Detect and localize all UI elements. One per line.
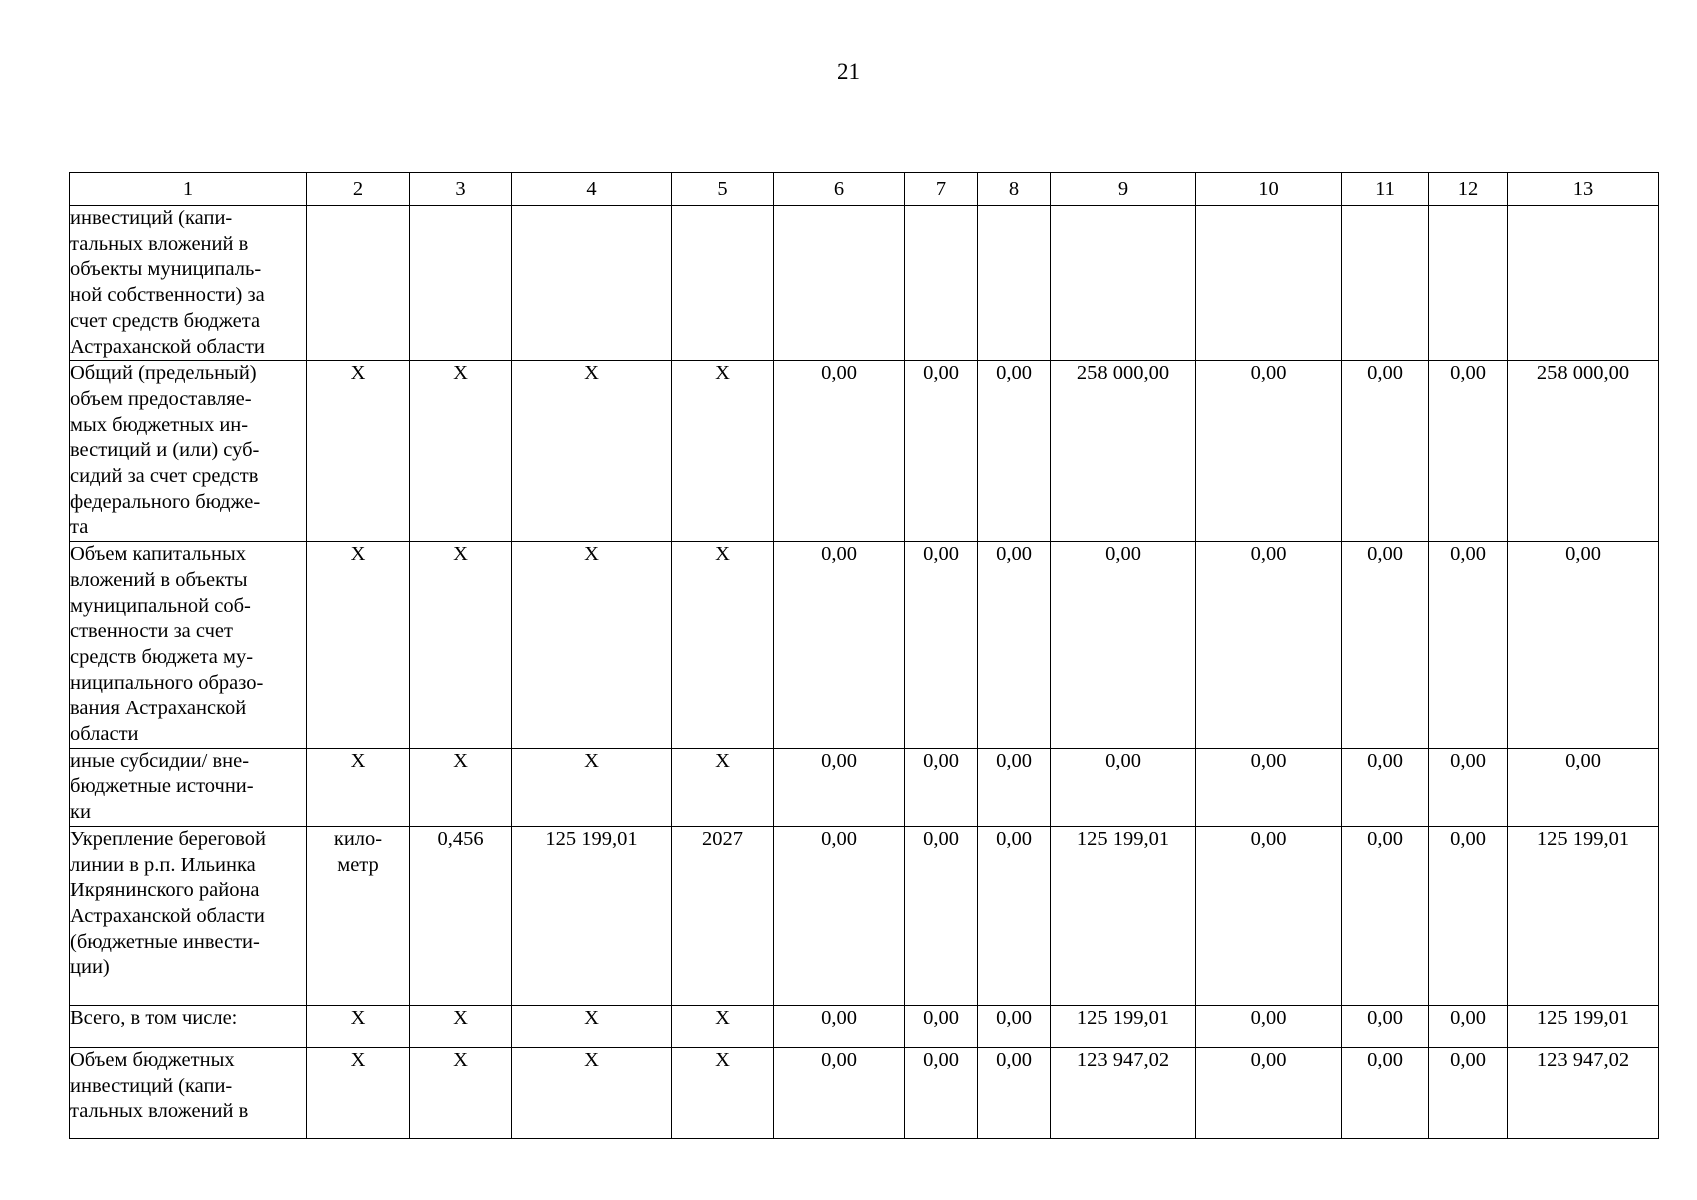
cell-col-6: 0,00	[774, 826, 905, 1005]
page-number: 21	[837, 59, 860, 84]
cell-col-8: 0,00	[978, 1047, 1051, 1138]
cell-unit: кило- метр	[307, 826, 410, 1005]
cell-col-13: 258 000,00	[1508, 361, 1659, 542]
cell-col-12: 0,00	[1429, 748, 1508, 826]
cell-col-7: 0,00	[905, 1005, 978, 1047]
row-description: иные субсидии/ вне- бюджетные источни- ки	[70, 748, 307, 826]
cell-col-11: 0,00	[1342, 361, 1429, 542]
cell-col-11: 0,00	[1342, 1047, 1429, 1138]
cell-col-12: 0,00	[1429, 826, 1508, 1005]
cell-col-6: 0,00	[774, 1005, 905, 1047]
cell-col-10: 0,00	[1196, 748, 1342, 826]
header-col-8: 8	[978, 173, 1051, 206]
cell-cost: X	[512, 1005, 672, 1047]
cell-col-7: 0,00	[905, 1047, 978, 1138]
cell-col-11: 0,00	[1342, 542, 1429, 749]
cell-col-12: 0,00	[1429, 361, 1508, 542]
cell-col-13: 123 947,02	[1508, 1047, 1659, 1138]
cell-capacity: X	[410, 1047, 512, 1138]
cell-cost: 125 199,01	[512, 826, 672, 1005]
header-row	[70, 173, 1659, 206]
cell-year: X	[672, 361, 774, 542]
cell-col-11: 0,00	[1342, 748, 1429, 826]
cell-col-11: 0,00	[1342, 1005, 1429, 1047]
cell-col-10: 0,00	[1196, 1005, 1342, 1047]
cell-col-8	[978, 206, 1051, 361]
cell-col-12: 0,00	[1429, 542, 1508, 749]
cell-cost: X	[512, 542, 672, 749]
table-row	[70, 1047, 1659, 1138]
row-description: инвестиций (капи- тальных вложений в объекты муниципаль- ной собственности) за счет средств бюджета Астраханской области	[70, 206, 307, 361]
header-col-7: 7	[905, 173, 978, 206]
header-col-10: 10	[1196, 173, 1342, 206]
cell-col-6: 0,00	[774, 361, 905, 542]
table-row	[70, 361, 1659, 542]
cell-col-13: 125 199,01	[1508, 826, 1659, 1005]
cell-col-7: 0,00	[905, 361, 978, 542]
table-row	[70, 748, 1659, 826]
cell-col-10	[1196, 206, 1342, 361]
cell-year: X	[672, 1005, 774, 1047]
cell-col-10: 0,00	[1196, 826, 1342, 1005]
cell-col-9: 125 199,01	[1051, 826, 1196, 1005]
cell-capacity: 0,456	[410, 826, 512, 1005]
table-row	[70, 826, 1659, 1005]
cell-capacity	[410, 206, 512, 361]
row-description: Общий (предельный) объем предоставляе- мых бюджетных ин- вестиций и (или) суб- сидий за счет средств федерального бюдже- та	[70, 361, 307, 542]
row-description: Объем капитальных вложений в объекты муниципальной соб- ственности за счет средств бюджета му- ниципального образо- вания Астраханской области	[70, 542, 307, 749]
cell-col-9	[1051, 206, 1196, 361]
table-row	[70, 206, 1659, 361]
cell-col-7: 0,00	[905, 542, 978, 749]
cell-col-6	[774, 206, 905, 361]
cell-cost: X	[512, 1047, 672, 1138]
header-col-1: 1	[70, 173, 307, 206]
header-col-11: 11	[1342, 173, 1429, 206]
cell-col-8: 0,00	[978, 542, 1051, 749]
cell-col-10: 0,00	[1196, 1047, 1342, 1138]
cell-col-9: 125 199,01	[1051, 1005, 1196, 1047]
cell-col-12	[1429, 206, 1508, 361]
header-col-3: 3	[410, 173, 512, 206]
cell-col-13: 0,00	[1508, 748, 1659, 826]
cell-year: X	[672, 1047, 774, 1138]
cell-col-7: 0,00	[905, 748, 978, 826]
row-description: Всего, в том числе:	[70, 1005, 307, 1047]
cell-unit: X	[307, 542, 410, 749]
cell-cost: X	[512, 748, 672, 826]
cell-col-13	[1508, 206, 1659, 361]
cell-col-9: 0,00	[1051, 542, 1196, 749]
cell-col-10: 0,00	[1196, 361, 1342, 542]
header-col-9: 9	[1051, 173, 1196, 206]
cell-col-11	[1342, 206, 1429, 361]
cell-col-8: 0,00	[978, 748, 1051, 826]
data-table	[69, 172, 1659, 1139]
cell-col-13: 125 199,01	[1508, 1005, 1659, 1047]
cell-col-9: 123 947,02	[1051, 1047, 1196, 1138]
cell-unit: X	[307, 1047, 410, 1138]
row-description: Укрепление береговой линии в р.п. Ильинка Икрянинского района Астраханской области (бюджетные инвести- ции)	[70, 826, 307, 1005]
cell-unit	[307, 206, 410, 361]
cell-capacity: X	[410, 748, 512, 826]
cell-capacity: X	[410, 542, 512, 749]
header-col-13: 13	[1508, 173, 1659, 206]
header-col-4: 4	[512, 173, 672, 206]
row-description: Объем бюджетных инвестиций (капи- тальных вложений в	[70, 1047, 307, 1138]
table-row	[70, 1005, 1659, 1047]
table-row	[70, 542, 1659, 749]
cell-col-6: 0,00	[774, 1047, 905, 1138]
cell-unit: X	[307, 1005, 410, 1047]
cell-col-7	[905, 206, 978, 361]
cell-col-11: 0,00	[1342, 826, 1429, 1005]
header-col-2: 2	[307, 173, 410, 206]
cell-year: X	[672, 748, 774, 826]
cell-capacity: X	[410, 361, 512, 542]
cell-col-10: 0,00	[1196, 542, 1342, 749]
header-col-12: 12	[1429, 173, 1508, 206]
cell-col-9: 0,00	[1051, 748, 1196, 826]
cell-col-6: 0,00	[774, 542, 905, 749]
cell-unit: X	[307, 748, 410, 826]
cell-year: X	[672, 542, 774, 749]
cell-col-12: 0,00	[1429, 1005, 1508, 1047]
cell-col-7: 0,00	[905, 826, 978, 1005]
cell-col-8: 0,00	[978, 1005, 1051, 1047]
cell-col-9: 258 000,00	[1051, 361, 1196, 542]
cell-col-6: 0,00	[774, 748, 905, 826]
header-col-5: 5	[672, 173, 774, 206]
cell-capacity: X	[410, 1005, 512, 1047]
cell-year	[672, 206, 774, 361]
cell-col-12: 0,00	[1429, 1047, 1508, 1138]
cell-col-8: 0,00	[978, 361, 1051, 542]
cell-year: 2027	[672, 826, 774, 1005]
cell-col-13: 0,00	[1508, 542, 1659, 749]
cell-cost	[512, 206, 672, 361]
cell-unit: X	[307, 361, 410, 542]
cell-col-8: 0,00	[978, 826, 1051, 1005]
header-col-6: 6	[774, 173, 905, 206]
cell-cost: X	[512, 361, 672, 542]
